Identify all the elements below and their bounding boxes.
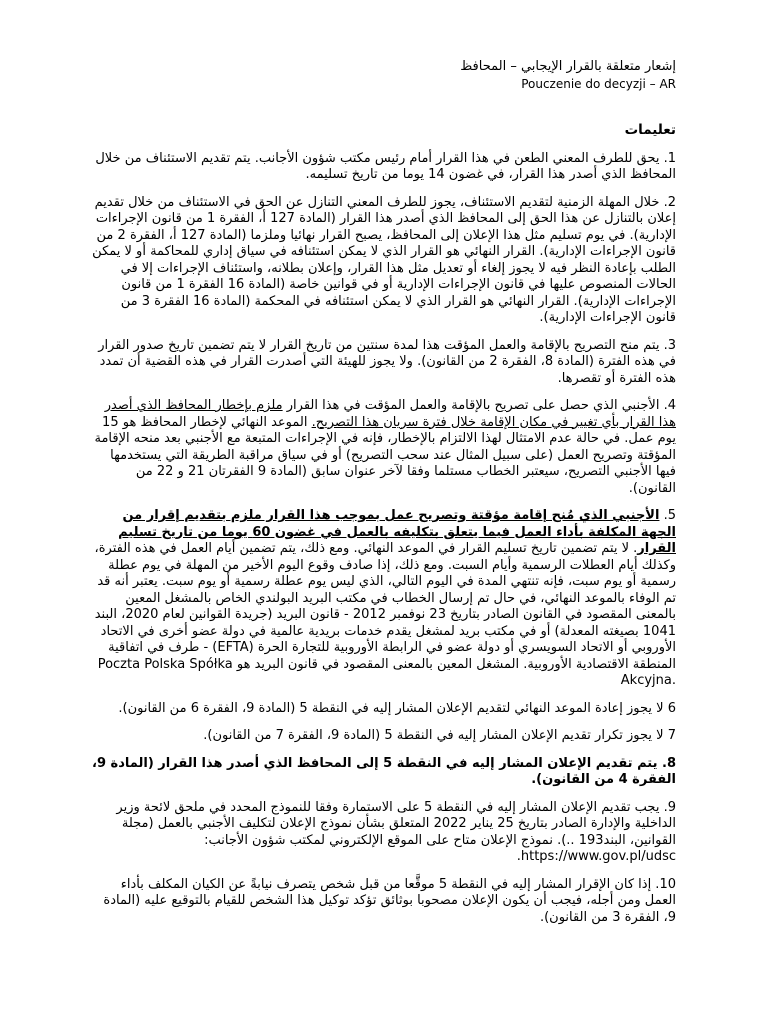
header-title-arabic: إشعار متعلقة بالقرار الإيجابي – المحافظ bbox=[460, 59, 676, 74]
paragraph-5 bbox=[92, 508, 676, 690]
paragraph-3: 3. يتم منح التصريح بالإقامة والعمل المؤقت هذا لمدة سنتين من تاريخ القرار لا يتم تضمين تاريخ صدور القرار في هذه الفترة (المادة 8، الفقرة 2 من القانون). ولا يجوز للهيئة التي أصدرت القرار في هذه القضية أن تمدد هذه الفترة أو تقصرها. bbox=[98, 337, 676, 386]
paragraph-5-bold-obligation: الأجنبي الذي مُنح إقامة مؤقتة وتصريح عمل بموجب هذا القرار ملزم بتقديم إقرار من الجهة المكلفة بأداء العمل فيما يتعلق بتكليفه بالعمل في غضون 60 يوما من تاريخ تسليم القرار bbox=[118, 508, 676, 556]
paragraph-1: 1. يحق للطرف المعني الطعن في هذا القرار أمام رئيس مكتب شؤون الأجانب. يتم تقديم الاستئناف من خلال المحافظ الذي أصدر هذا القرار، في غضون 14 يوما من تاريخ تسليمه. bbox=[95, 150, 676, 182]
paragraph-10: 10. إذا كان الإقرار المشار إليه في النقطة 5 موقَّعا من قبل شخص يتصرف نيابةً عن الكيان المكلف بأداء العمل ومن أجله، فيجب أن يكون الإعلان مصحوبا بوثائق تؤكد توكيل هذا الشخص للقيام بالتوقيع عليه (المادة 9، الفقرة 3 من القانون). bbox=[103, 876, 676, 925]
paragraph-8: 8. يتم تقديم الإعلان المشار إليه في النقطة 5 إلى المحافظ الذي أصدر هذا القرار (المادة 9، الفقرة 4 من القانون). bbox=[92, 755, 676, 787]
instructions-heading: تعليمات bbox=[624, 122, 676, 138]
paragraph-4-intro: 4. الأجنبي الذي حصل على تصريح بالإقامة والعمل المؤقت في هذا القرار bbox=[282, 398, 676, 413]
header-title-polish: Pouczenie do decyzji – AR bbox=[521, 77, 676, 91]
paragraph-5-rest: . لا يتم تضمين تاريخ تسليم القرار في الموعد النهائي. ومع ذلك، يتم تضمين أيام العمل في هذه الفترة، وكذلك أيام العطلات الرسمية وأيام السبت. ومع ذلك، إذا صادف وقوع اليوم الأخير من المهلة في يوم عطلة رسمية أو يوم سبت، فإنه تنتهي المدة في اليوم التالي، الذي ليس يوم عطلة رسمية أو يوم سبت. يعتبر أنه قد تم الوفاء بالموعد النهائي، في حال تم إرسال الخطاب في مكتب البريد البولندي الخاص بالمشغل المعين بالمعنى المقصود في القانون الصادر بتاريخ 23 نوفمبر 2012 - قانون البريد (جريدة القوانين لعام 2020، البند 1041 بصيغته المعدلة) أو في مكتب بريد لمشغل يقدم خدمات بريدية عالمية في دولة عضو أخرى في الاتحاد الأوروبي أو الاتحاد السويسري أو دولة عضو في الرابطة الأوروبية للتجارة الحرة (EFTA) - طرف في اتفاقية المنطقة الاقتصادية الأوروبية. المشغل المعين بالمعنى المقصود في قانون البريد هو bbox=[94, 541, 676, 672]
paragraph-6: 6 لا يجوز إعادة الموعد النهائي لتقديم الإعلان المشار إليه في النقطة 5 (المادة 9، الفقرة 6 من القانون). bbox=[118, 700, 676, 716]
paragraph-7: 7 لا يجوز تكرار تقديم الإعلان المشار إليه في النقطة 5 (المادة 9، الفقرة 7 من القانون). bbox=[203, 728, 676, 743]
document-body bbox=[92, 122, 676, 937]
paragraph-5-number: 5. bbox=[659, 508, 676, 523]
document-header bbox=[460, 58, 676, 92]
paragraph-4 bbox=[92, 398, 676, 497]
paragraph-5-operator-name: Poczta Polska Spółka Akcyjna. bbox=[97, 656, 676, 688]
paragraph-4-underlined-obligation: ملزم بإخطار المحافظ الذي أصدر هذا القرار بأي تغيير في مكان الإقامة خلال فترة سريان هذا التصريح. bbox=[104, 398, 676, 430]
paragraph-9: 9. يجب تقديم الإعلان المشار إليه في النقطة 5 على الاستمارة وفقا للنموذج المحدد في ملحق لائحة وزير الداخلية والإدارة الصادر بتاريخ 25 يناير 2022 المتعلق بشأن نموذج الإعلان لتكليف الأجنبي بالعمل (مجلة القوانين، البند193 ..). نموذج الإعلان متاح على الموقع الإلكتروني لمكتب شؤون الأجانب: https://www.gov.pl/udsc. bbox=[116, 799, 676, 864]
paragraph-2: 2. خلال المهلة الزمنية لتقديم الاستئناف، يجوز للطرف المعني التنازل عن الحق في الاستئناف من خلال تقديم إعلان بالتنازل عن هذا الحق إلى المحافظ الذي أصدر هذا القرار (المادة 127 أ، الفقرة 1 من قانون الإجراءات الإدارية). في يوم تسليم مثل هذا الإعلان إلى المحافظ، يصبح القرار نهائيا وملزما (المادة 127 أ، الفقرة 2 من قانون الإجراءات الإدارية). القرار النهائي هو القرار الذي لا يمكن استئنافه في سياق إداري للمحاكمة أو لا يمكن الطلب بإعادة النظر فيه لا يجوز إلغاء أو تعديل مثل هذا القرار، وإعلان بطلانه، واستئناف الإجراءات إلا في الحالات المنصوص عليها في قانون الإجراءات الإدارية أو في قوانين خاصة (المادة 16 الفقرة 1 من قانون الإجراءات الإدارية). القرار النهائي هو القرار الذي لا يمكن استئنافه في المحكمة (المادة 16 الفقرة 3 من قانون الإجراءات الإدارية). bbox=[92, 194, 676, 325]
paragraph-4-rest: الموعد النهائي لإخطار المحافظ هو 15 يوم عمل. في حالة عدم الامتثال لهذا الالتزام بالإخطار، فإنه في الإجراءات المتبعة مع الأجنبي بعد منحه الإقامة المؤقتة وتصريح العمل (على سبيل المثال عند سحب التصريح) أو في سياق مراقبة الطريقة التي يستخدمها فيها الأجنبي التصريح، سيعتبر الخطاب مستلما وفقا لآخر عنوان سابق (المادة 9 الفقرتان 21 و 22 من القانون). bbox=[94, 414, 676, 496]
